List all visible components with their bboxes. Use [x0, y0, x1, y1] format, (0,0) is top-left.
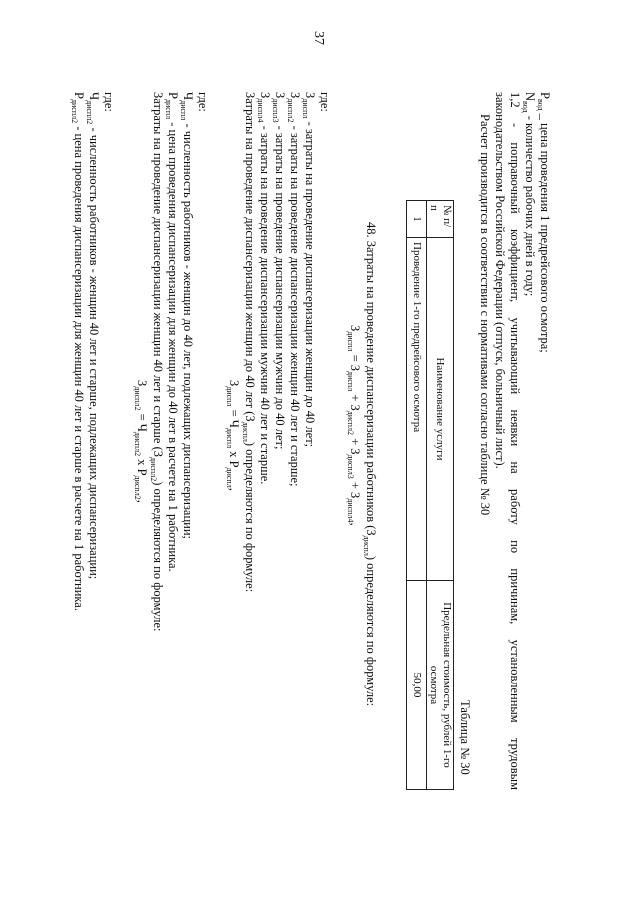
text-line: законодательством Российской Федерации (отпуск, больничный лист). [493, 92, 507, 469]
text-line: $Р_{диспл2}$ - цена проведения диспансеризации для женщин 40 лет и старше в расчете на 1 работника. [70, 92, 86, 611]
formula: $З_{диспл} = Ч_{диспл}$ x $P_{диспл}$, [225, 380, 241, 491]
text-line: Расчет производится в соответствии с нормативами согласно таблице № 30 [478, 114, 492, 516]
text-line: где: [318, 92, 332, 112]
text-line: $Ч_{диспл2}$ - численность работников - женщин 40 лет и старше, подлежащих диспансеризации; [85, 92, 101, 580]
text-line: где: [102, 92, 116, 112]
formula: $З_{диспл2} = Ч_{диспл2}$ x $P_{диспл2}$, [133, 380, 149, 503]
text-line: $P_{вод}$ _ цена проведения 1 предрейсового осмотра; [536, 92, 552, 353]
text-line: $З_{диспл3}$ - затраты на проведение диспансеризации мужчин до 40 лет; [271, 92, 287, 450]
header-cell: № п/п [427, 201, 454, 238]
text-line: 1,2 - поправочный коэффициент, учитывающий неявки на работу по причинам, установленным трудовым [508, 92, 522, 790]
text-line: Затраты на проведение диспансеризации женщин 40 лет и старше $(З_{диспл2})$ определяются по формуле: [149, 92, 165, 632]
text-line: Затраты на проведение диспансеризации женщин до 40 лет $(З_{диспл})$ определяются по формуле: [241, 92, 257, 593]
section-title: 48. Затраты на проведение диспансеризации работников $(З_{диспл})$ определяются по формуле: [362, 222, 378, 707]
price-table [406, 200, 454, 790]
text-line: $Р_{диспл}$ - цена проведения диспансеризации для женщин до 40 лет в расчете на 1 работника. [164, 92, 180, 572]
table-row [407, 201, 427, 790]
header-cell: Наименование услуги [427, 238, 454, 581]
text-line: $З_{диспл4}$ - затраты на проведение диспансеризации мужчин 40 лет и старше. [256, 92, 272, 485]
text-line: $Ч_{диспл}$ - численность работников - женщин до 40 лет, подлежащих диспансеризации; [179, 92, 195, 539]
page-number: 37 [311, 31, 326, 45]
table-cell: 50,00 [407, 581, 427, 790]
text-line: $З_{диспл}$ - затраты на проведение диспансеризации женщин до 40 лет; [301, 92, 317, 448]
table-cell: 1 [407, 201, 427, 238]
table-caption: Таблица № 30 [458, 700, 472, 775]
table-cell: Проведение 1-го предрейсового осмотра [407, 238, 427, 581]
header-cell: Предельная стоимость, рублей 1-го осмотра [427, 581, 454, 790]
formula: $З_{диспл} = З_{диспл} + З_{диспл2} + З_{диспл3} + З_{диспл4}$, [346, 325, 362, 526]
table-header-row [427, 201, 454, 790]
text-line: $N_{вод}$ - количество рабочих дней в году; [521, 92, 537, 297]
text-line: $З_{диспл2}$ - затраты на проведение диспансеризации женщин 40 лет и старше; [286, 92, 302, 487]
text-line: где: [196, 92, 210, 112]
